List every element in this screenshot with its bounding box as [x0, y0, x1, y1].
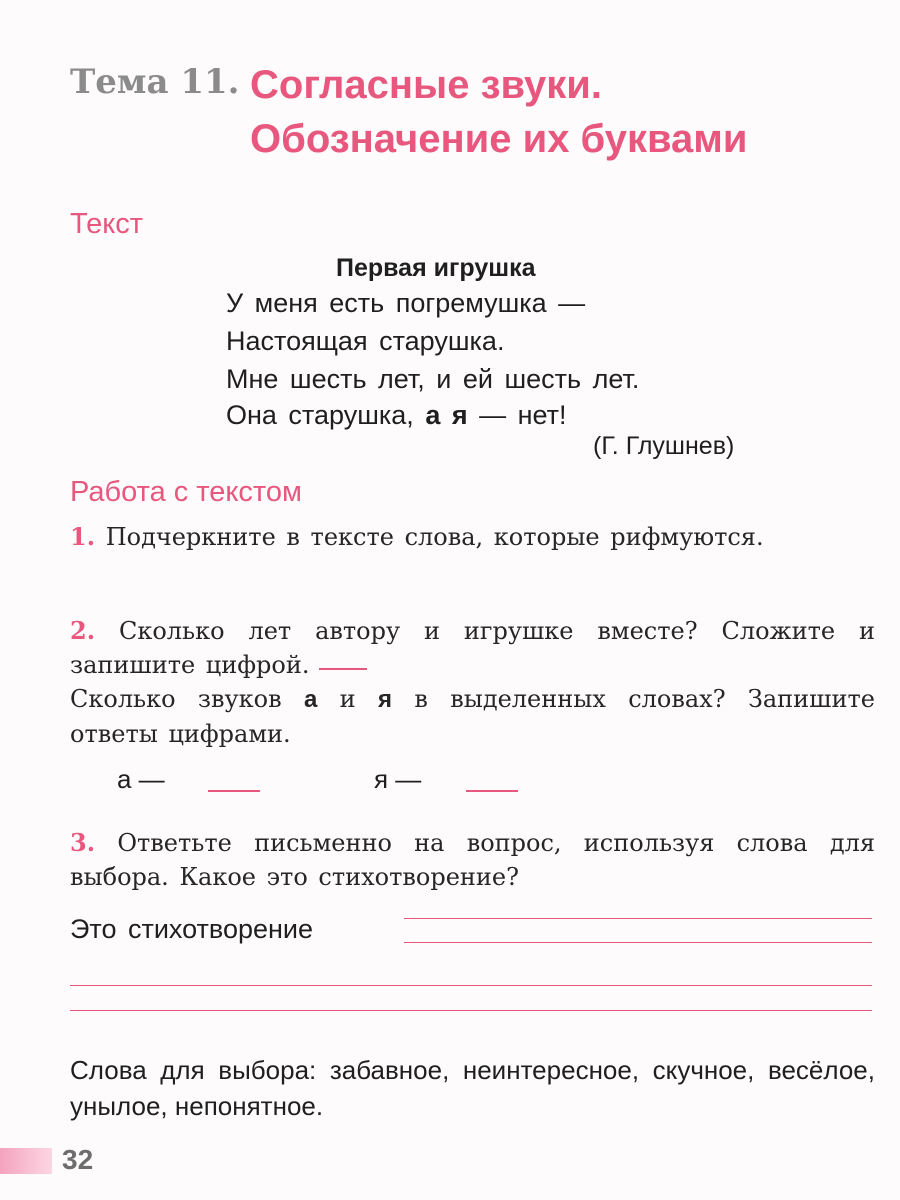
- section-heading-work: Работа с текстом: [70, 476, 302, 508]
- task-2-text-a: Сколько лет автору и игрушке вместе? Сложите и запишите цифрой.: [70, 617, 875, 679]
- sum-answer-line[interactable]: [319, 664, 367, 670]
- title-line-1: Согласные звуки.: [250, 63, 603, 107]
- poem-line-4-end: — нет!: [479, 400, 567, 430]
- page-number: 32: [62, 1144, 94, 1175]
- task-3: [70, 826, 875, 894]
- poem-author: (Г. Глушнев): [593, 432, 735, 460]
- task-2-text-b: Сколько звуков: [70, 685, 282, 713]
- answer-a-line[interactable]: [208, 790, 260, 792]
- answer-a-label: а —: [117, 764, 165, 794]
- letter-a: а: [303, 686, 318, 713]
- page-title: [250, 58, 747, 166]
- task-1: [70, 520, 875, 554]
- task-1-text: Подчеркните в тексте слова, которые рифмуются.: [105, 523, 764, 551]
- writing-line-4[interactable]: [70, 1010, 872, 1011]
- answer-ya-line[interactable]: [466, 790, 518, 792]
- task-2-number: 2.: [70, 616, 96, 645]
- poem-line-1: У меня есть погремушка —: [226, 288, 586, 318]
- poem-line-4: [226, 400, 567, 431]
- poem-title: Первая игрушка: [336, 254, 536, 282]
- task-1-number: 1.: [70, 522, 96, 551]
- task-2-and: и: [339, 685, 356, 713]
- task-2-text-c: в выделенных словах? Запишите ответы цифрами.: [70, 685, 875, 748]
- topic-number: Тема 11.: [70, 62, 240, 102]
- page-number-bar: [0, 1148, 52, 1174]
- section-heading-text: Текст: [70, 208, 144, 240]
- answer-ya-label: я —: [374, 764, 422, 794]
- task-3-number: 3.: [70, 828, 96, 857]
- poem-line-2: Настоящая старушка.: [226, 326, 505, 356]
- poem-line-4-start: Она старушка,: [226, 400, 414, 430]
- poem-line-3: Мне шесть лет, и ей шесть лет.: [226, 364, 640, 394]
- task-3-text: Ответьте письменно на вопрос, используя слова для выбора. Какое это стихотворение?: [70, 829, 875, 891]
- word-choice-list: Слова для выбора: забавное, неинтересное, скучное, весёлое, унылое, непонятное.: [70, 1055, 875, 1121]
- writing-line-3[interactable]: [70, 985, 872, 986]
- writing-line-2[interactable]: [404, 942, 872, 943]
- title-line-2: Обозначение их буквами: [250, 117, 748, 161]
- task-2: [70, 614, 875, 751]
- answer-prompt: Это стихотворение: [70, 914, 314, 944]
- letter-ya: я: [378, 686, 393, 713]
- writing-line-1[interactable]: [404, 918, 872, 919]
- highlighted-words: а я: [425, 400, 468, 430]
